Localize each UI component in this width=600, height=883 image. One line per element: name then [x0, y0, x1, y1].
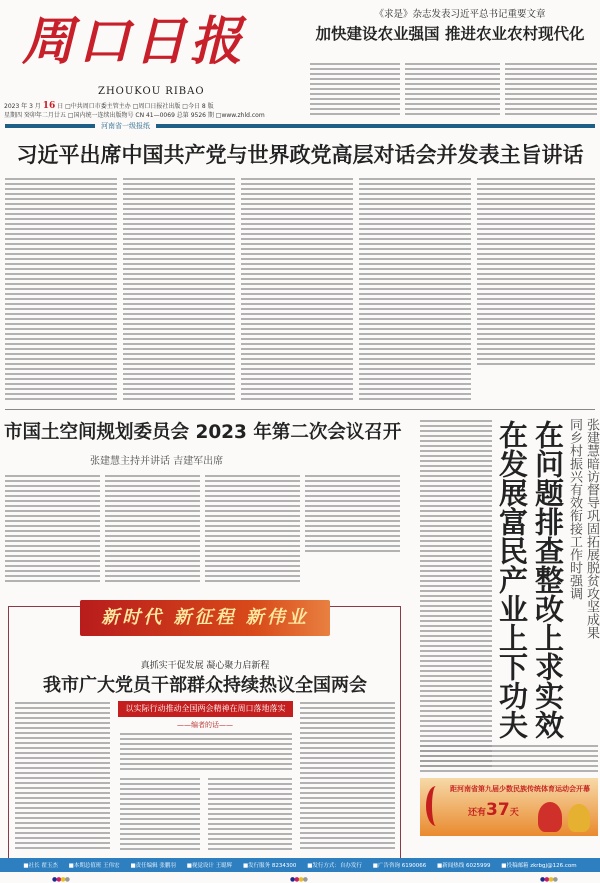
story3-heading2[interactable]: 在发展富民产业上下功夫 — [495, 420, 529, 739]
story3-title2: 同乡村振兴有效衔接工作时强调 — [567, 418, 582, 600]
footer-item: ■新闻热线 6025999 — [437, 863, 491, 869]
top-story-kicker: 《求是》杂志发表习近平总书记重要文章 — [374, 9, 546, 20]
story2-headline[interactable]: 市国土空间规划委员会 2023 年第二次会议召开 — [4, 422, 402, 443]
article-text — [420, 745, 598, 773]
games-countdown-ad[interactable] — [420, 778, 598, 836]
editor-note-label: ——编者的话—— — [177, 721, 233, 729]
article-text — [15, 702, 110, 852]
feature-red-bar: 以实际行动推动全国两会精神在周口落地落实 — [118, 701, 293, 717]
footer-item: ■本期总值班 王伟宏 — [68, 863, 120, 869]
article-text — [208, 778, 292, 852]
article-text — [300, 702, 395, 852]
footer-email[interactable]: ■投稿邮箱 zkrbgj@126.com — [501, 863, 577, 869]
article-text — [120, 778, 200, 852]
feature-banner: 新时代 新征程 新伟业 — [80, 600, 330, 636]
footer-item: ■广告咨询 6190066 — [372, 863, 427, 869]
article-text — [310, 63, 400, 118]
section-tag: 河南省一级报纸 — [95, 121, 156, 131]
games-logo-icon — [426, 786, 446, 826]
footer-bar — [0, 858, 600, 872]
footer-item: ■责任编辑 张鹏羽 — [130, 863, 176, 869]
feature-kicker: 真抓实干促发展 凝心聚力启新程 — [140, 661, 270, 671]
article-text — [477, 178, 595, 368]
registration-dots-icon: ●●●● — [290, 876, 307, 883]
lead-headline[interactable]: 习近平出席中国共产党与世界政党高层对话会并发表主旨讲话 — [16, 143, 584, 167]
article-text — [359, 178, 471, 403]
article-text — [5, 178, 117, 403]
date-suffix: 日 — [57, 103, 64, 110]
feature-headline[interactable]: 我市广大党员干部群众持续热议全国两会 — [43, 675, 367, 696]
divider — [5, 409, 595, 410]
date-prefix: 2023 年 3 月 — [4, 103, 41, 110]
ad-days: 37 — [486, 800, 510, 820]
mascot-icon — [538, 802, 562, 832]
footer-item: ■发行服务 8234300 — [242, 863, 297, 869]
footer-item: ■社长 翟玉杰 — [23, 863, 58, 869]
registration-dots-icon: ●●●● — [52, 876, 69, 883]
newspaper-logo: 周口日报 — [22, 11, 247, 72]
ad-countdown — [468, 800, 519, 820]
article-text — [120, 733, 292, 771]
article-text — [405, 63, 500, 118]
section-rule — [5, 124, 595, 128]
footer-item: ■视觉设计 王聪辉 — [186, 863, 233, 869]
dateline — [4, 102, 304, 120]
story2-subhead: 张建慧主持并讲话 吉建军出席 — [90, 456, 224, 467]
publisher-info: □中共周口市委主管主办 □周口日报社出版 □今日 8 版 — [65, 103, 214, 110]
top-story-headline[interactable]: 加快建设农业强国 推进农业农村现代化 — [315, 25, 585, 43]
article-text — [420, 420, 492, 770]
article-text — [241, 178, 353, 403]
ad-prefix: 还有 — [468, 808, 487, 818]
article-text — [123, 178, 235, 403]
story3-title: 张建慧暗访督导巩固拓展脱贫攻坚成果 — [584, 418, 599, 639]
story3-heading1[interactable]: 在问题排查整改上求实效 — [531, 420, 565, 739]
article-text — [5, 475, 100, 585]
registration-dots-icon: ●●●● — [540, 876, 557, 883]
issue-info: 星期四 癸卯年二月廿五 □国内统一连续出版物号 CN 41—0069 总第 9526 期 □www.zhld.com — [4, 112, 265, 119]
article-text — [205, 475, 300, 585]
article-text — [105, 475, 200, 585]
newspaper-pinyin: ZHOUKOU RIBAO — [98, 86, 205, 97]
article-text — [505, 63, 597, 118]
ad-suffix: 天 — [509, 808, 519, 818]
article-text — [305, 475, 400, 555]
date-day: 16 — [42, 101, 56, 111]
ad-title: 距河南省第九届少数民族传统体育运动会开幕 — [450, 785, 590, 793]
mascot-icon — [568, 804, 590, 832]
footer-item: ■发行方式：自办发行 — [307, 863, 362, 869]
